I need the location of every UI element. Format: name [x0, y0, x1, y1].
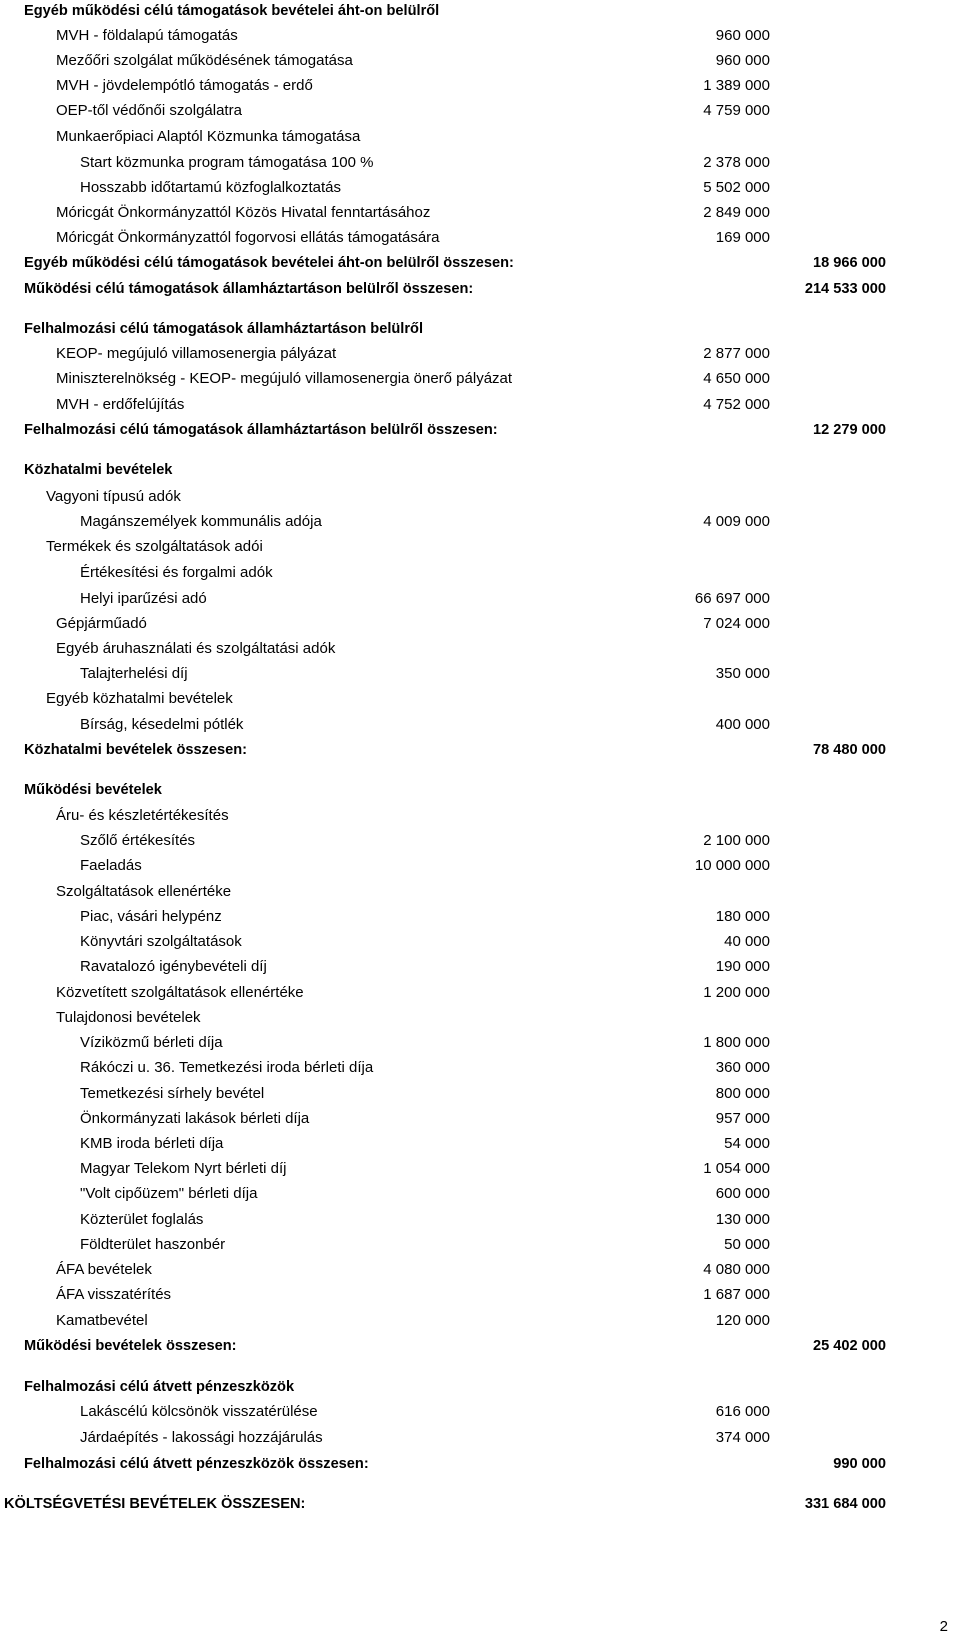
row-label: Közhatalmi bevételek	[24, 462, 173, 478]
line-item-row	[0, 1160, 960, 1178]
row-label: Járdaépítés - lakossági hozzájárulás	[80, 1429, 323, 1446]
row-amount: 4 759 000	[703, 102, 770, 119]
line-item-row	[0, 1312, 960, 1330]
row-amount: 7 024 000	[703, 615, 770, 632]
row-amount: 1 200 000	[703, 984, 770, 1001]
row-label: Miniszterelnökség - KEOP- megújuló villamosenergia önerő pályázat	[56, 370, 513, 387]
row-total: 214 533 000	[804, 281, 886, 297]
row-label: KÖLTSÉGVETÉSI BEVÉTELEK ÖSSZESEN:	[4, 1496, 306, 1512]
row-amount: 1 054 000	[703, 1160, 770, 1177]
row-amount: 2 877 000	[703, 345, 770, 362]
row-amount: 1 687 000	[703, 1286, 770, 1303]
line-item-row	[0, 154, 960, 172]
row-label: Piac, vásári helypénz	[80, 908, 222, 925]
row-label: Mezőőri szolgálat működésének támogatása	[56, 52, 353, 69]
line-item-row	[0, 370, 960, 388]
total-row	[0, 1337, 960, 1355]
row-label: Temetkezési sírhely bevétel	[80, 1085, 265, 1102]
row-total: 331 684 000	[804, 1496, 886, 1512]
total-row	[0, 741, 960, 759]
total-row	[0, 280, 960, 298]
row-amount: 5 502 000	[703, 179, 770, 196]
row-amount: 350 000	[715, 665, 770, 682]
row-label: Magyar Telekom Nyrt bérleti díj	[80, 1160, 287, 1177]
row-label: Helyi iparűzési adó	[80, 590, 207, 607]
line-item-row	[0, 229, 960, 247]
line-item-row	[0, 513, 960, 531]
line-item-row	[0, 396, 960, 414]
row-amount: 960 000	[715, 52, 770, 69]
section-heading-row	[0, 320, 960, 338]
section-heading-row	[0, 128, 960, 146]
row-label: Egyéb működési célú támogatások bevételei áht-on belülről összesen:	[24, 255, 514, 271]
line-item-row	[0, 52, 960, 70]
row-label: Felhalmozási célú támogatások államháztartáson belülről összesen:	[24, 422, 498, 438]
row-label: OEP-től védőnői szolgálatra	[56, 102, 242, 119]
row-label: Móricgát Önkormányzattól fogorvosi ellátás támogatására	[56, 229, 440, 246]
line-item-row	[0, 1135, 960, 1153]
row-label: Ravatalozó igénybevételi díj	[80, 958, 267, 975]
row-amount: 4 009 000	[703, 513, 770, 530]
row-label: KMB iroda bérleti díja	[80, 1135, 224, 1152]
row-amount: 66 697 000	[694, 590, 770, 607]
line-item-row	[0, 1429, 960, 1447]
row-label: ÁFA bevételek	[56, 1261, 152, 1278]
row-label: Egyéb közhatalmi bevételek	[46, 690, 233, 707]
total-row	[0, 1495, 960, 1513]
section-heading-row	[0, 1378, 960, 1396]
row-label: Működési bevételek összesen:	[24, 1338, 237, 1354]
line-item-row	[0, 933, 960, 951]
row-amount: 1 800 000	[703, 1034, 770, 1051]
line-item-row	[0, 77, 960, 95]
row-label: Lakáscélú kölcsönök visszatérülése	[80, 1403, 318, 1420]
row-amount: 616 000	[715, 1403, 770, 1420]
row-label: MVH - földalapú támogatás	[56, 27, 238, 44]
row-label: Start közmunka program támogatása 100 %	[80, 154, 374, 171]
line-item-row	[0, 27, 960, 45]
row-amount: 180 000	[715, 908, 770, 925]
total-row	[0, 1455, 960, 1473]
line-item-row	[0, 832, 960, 850]
section-heading-row	[0, 690, 960, 708]
row-label: Vagyoni típusú adók	[46, 488, 181, 505]
row-amount: 169 000	[715, 229, 770, 246]
row-label: Önkormányzati lakások bérleti díja	[80, 1110, 310, 1127]
row-amount: 960 000	[715, 27, 770, 44]
row-label: Hosszabb időtartamú közfoglalkoztatás	[80, 179, 341, 196]
section-heading-row	[0, 461, 960, 479]
row-label: Földterület haszonbér	[80, 1236, 226, 1253]
row-label: Víziközmű bérleti díja	[80, 1034, 223, 1051]
row-amount: 2 378 000	[703, 154, 770, 171]
row-label: Felhalmozási célú támogatások államháztartáson belülről	[24, 321, 424, 337]
section-heading-row	[0, 1009, 960, 1027]
row-label: Egyéb működési célú támogatások bevételei áht-on belülről	[24, 3, 440, 19]
row-amount: 50 000	[724, 1236, 770, 1253]
line-item-row	[0, 1085, 960, 1103]
row-label: Termékek és szolgáltatások adói	[46, 538, 263, 555]
line-item-row	[0, 1110, 960, 1128]
row-amount: 800 000	[715, 1085, 770, 1102]
row-label: "Volt cipőüzem" bérleti díja	[80, 1185, 258, 1202]
row-amount: 1 389 000	[703, 77, 770, 94]
row-label: Könyvtári szolgáltatások	[80, 933, 242, 950]
section-heading-row	[0, 883, 960, 901]
line-item-row	[0, 716, 960, 734]
row-label: Közvetített szolgáltatások ellenértéke	[56, 984, 304, 1001]
row-amount: 54 000	[724, 1135, 770, 1152]
section-heading-row	[0, 538, 960, 556]
row-amount: 600 000	[715, 1185, 770, 1202]
line-item-row	[0, 204, 960, 222]
row-label: Közterület foglalás	[80, 1211, 204, 1228]
row-total: 12 279 000	[812, 422, 886, 438]
row-label: Értékesítési és forgalmi adók	[80, 564, 273, 581]
line-item-row	[0, 179, 960, 197]
line-item-row	[0, 615, 960, 633]
row-label: Felhalmozási célú átvett pénzeszközök összesen:	[24, 1456, 369, 1472]
row-label: MVH - jövdelempótló támogatás - erdő	[56, 77, 313, 94]
row-label: ÁFA visszatérítés	[56, 1286, 172, 1303]
section-heading-row	[0, 488, 960, 506]
row-label: Kamatbevétel	[56, 1312, 148, 1329]
row-label: KEOP- megújuló villamosenergia pályázat	[56, 345, 337, 362]
line-item-row	[0, 1236, 960, 1254]
row-label: Felhalmozási célú átvett pénzeszközök	[24, 1379, 295, 1395]
section-heading-row	[0, 781, 960, 799]
row-amount: 374 000	[715, 1429, 770, 1446]
row-label: Szőlő értékesítés	[80, 832, 196, 849]
row-amount: 2 100 000	[703, 832, 770, 849]
section-heading-row	[0, 640, 960, 658]
row-label: Működési bevételek	[24, 782, 162, 798]
row-amount: 4 650 000	[703, 370, 770, 387]
total-row	[0, 421, 960, 439]
row-amount: 400 000	[715, 716, 770, 733]
line-item-row	[0, 1261, 960, 1279]
row-amount: 957 000	[715, 1110, 770, 1127]
line-item-row	[0, 1403, 960, 1421]
row-total: 990 000	[833, 1456, 886, 1472]
line-item-row	[0, 1286, 960, 1304]
row-amount: 10 000 000	[694, 857, 770, 874]
row-total: 18 966 000	[812, 255, 886, 271]
line-item-row	[0, 1034, 960, 1052]
line-item-row	[0, 1211, 960, 1229]
row-total: 25 402 000	[812, 1338, 886, 1354]
row-label: Tulajdonosi bevételek	[56, 1009, 201, 1026]
row-label: Magánszemélyek kommunális adója	[80, 513, 322, 530]
line-item-row	[0, 857, 960, 875]
row-amount: 360 000	[715, 1059, 770, 1076]
row-amount: 4 080 000	[703, 1261, 770, 1278]
line-item-row	[0, 345, 960, 363]
row-amount: 40 000	[724, 933, 770, 950]
row-amount: 4 752 000	[703, 396, 770, 413]
row-total: 78 480 000	[812, 742, 886, 758]
page-number: 2	[939, 1618, 948, 1635]
row-label: Munkaerőpiaci Alaptól Közmunka támogatása	[56, 128, 361, 145]
row-label: MVH - erdőfelújítás	[56, 396, 185, 413]
row-label: Egyéb áruhasználati és szolgáltatási adók	[56, 640, 336, 657]
row-label: Bírság, késedelmi pótlék	[80, 716, 244, 733]
row-label: Áru- és készletértékesítés	[56, 807, 229, 824]
row-label: Szolgáltatások ellenértéke	[56, 883, 232, 900]
row-label: Rákóczi u. 36. Temetkezési iroda bérleti díja	[80, 1059, 374, 1076]
line-item-row	[0, 958, 960, 976]
row-amount: 130 000	[715, 1211, 770, 1228]
section-heading-row	[0, 564, 960, 582]
section-heading-row	[0, 807, 960, 825]
row-amount: 2 849 000	[703, 204, 770, 221]
row-label: Talajterhelési díj	[80, 665, 188, 682]
row-label: Működési célú támogatások államháztartáson belülről összesen:	[24, 281, 474, 297]
line-item-row	[0, 665, 960, 683]
line-item-row	[0, 908, 960, 926]
row-label: Móricgát Önkormányzattól Közös Hivatal fenntartásához	[56, 204, 431, 221]
row-label: Közhatalmi bevételek összesen:	[24, 742, 248, 758]
line-item-row	[0, 984, 960, 1002]
total-row	[0, 254, 960, 272]
row-label: Gépjárműadó	[56, 615, 147, 632]
row-amount: 190 000	[715, 958, 770, 975]
line-item-row	[0, 1185, 960, 1203]
row-label: Faeladás	[80, 857, 142, 874]
section-heading-row	[0, 2, 960, 20]
line-item-row	[0, 1059, 960, 1077]
row-amount: 120 000	[715, 1312, 770, 1329]
line-item-row	[0, 102, 960, 120]
line-item-row	[0, 590, 960, 608]
